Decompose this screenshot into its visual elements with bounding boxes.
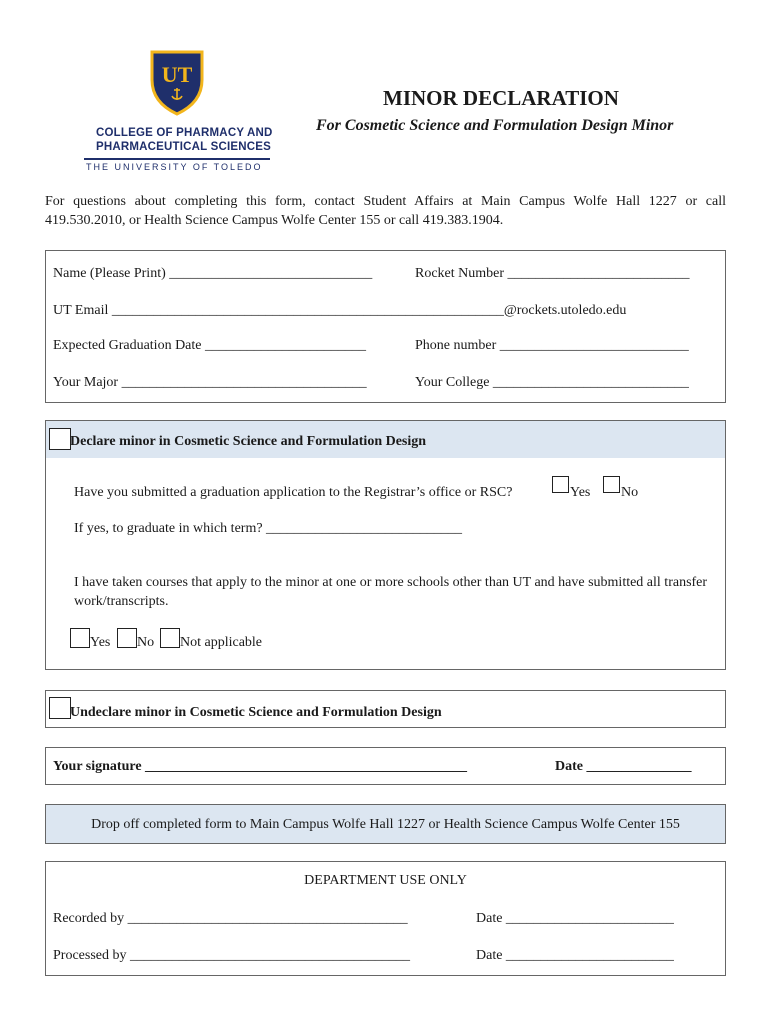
intro-text: For questions about completing this form, contact Student Affairs at Main Campus Wolfe Hall 1227 or call 419.530.2010, or Health Science Campus Wolfe Center 155 or call 419.383.1904. [45,194,726,228]
signature-field[interactable]: Your signature ______________________________________________ [53,759,468,774]
major-field[interactable]: Your Major ___________________________________ [53,375,367,390]
undeclare-heading: Undeclare minor in Cosmetic Science and Formulation Design [70,705,442,720]
student-info-box [45,250,726,403]
grad-application-question: Have you submitted a graduation application to the Registrar’s office or RSC? [74,485,513,500]
rocket-number-field[interactable]: Rocket Number __________________________ [415,266,690,281]
grad-app-yes-checkbox[interactable] [552,476,569,493]
ut-email-field[interactable]: UT Email ________________________________________________________@rockets.utoledo.edu [53,303,627,318]
department-heading: DEPARTMENT USE ONLY [304,873,467,888]
logo-divider [84,158,270,160]
recorded-by-field[interactable]: Recorded by ________________________________________ [53,911,408,926]
logo-college-line2: PHARMACEUTICAL SCIENCES [96,141,271,153]
grad-app-yes-label: Yes [570,485,591,500]
processed-date-field[interactable]: Date ________________________ [476,948,674,963]
signature-box [45,747,726,785]
undeclare-section [45,690,726,728]
name-field[interactable]: Name (Please Print) _____________________________ [53,266,373,281]
declare-checkbox[interactable] [49,428,71,450]
graduation-term-field[interactable]: If yes, to graduate in which term? ____________________________ [74,521,463,536]
logo-college-line1: COLLEGE OF PHARMACY AND [96,127,273,139]
transfer-work-statement: I have taken courses that apply to the minor at one or more schools other than UT and have submitted all transfer work/transcripts. [74,575,708,609]
logo-university: THE UNIVERSITY OF TOLEDO [86,162,263,172]
shield-text: UT [161,62,193,87]
page-subtitle: For Cosmetic Science and Formulation Design Minor [316,117,674,134]
transfer-no-label: No [137,635,155,650]
shield-icon [148,50,206,116]
transfer-na-checkbox[interactable] [160,628,180,648]
transfer-yes-label: Yes [90,635,111,650]
transfer-no-checkbox[interactable] [117,628,137,648]
page-title: MINOR DECLARATION [383,86,619,110]
declare-section [45,420,726,670]
signature-date-field[interactable]: Date _______________ [555,759,692,774]
phone-number-field[interactable]: Phone number ___________________________ [415,338,689,353]
college-logo [84,50,273,172]
dropoff-instructions: Drop off completed form to Main Campus Wolfe Hall 1227 or Health Science Campus Wolfe Center 155 [91,817,680,832]
transfer-yes-checkbox[interactable] [70,628,90,648]
dropoff-box [45,804,726,844]
processed-by-field[interactable]: Processed by ________________________________________ [53,948,410,963]
declare-heading: Declare minor in Cosmetic Science and Formulation Design [70,434,427,449]
college-field[interactable]: Your College ____________________________ [415,375,689,390]
grad-app-no-label: No [621,485,639,500]
recorded-date-field[interactable]: Date ________________________ [476,911,674,926]
undeclare-checkbox[interactable] [49,697,71,719]
grad-app-no-checkbox[interactable] [603,476,620,493]
transfer-na-label: Not applicable [180,635,263,650]
department-use-box [45,861,726,976]
graduation-date-field[interactable]: Expected Graduation Date _______________________ [53,338,366,353]
